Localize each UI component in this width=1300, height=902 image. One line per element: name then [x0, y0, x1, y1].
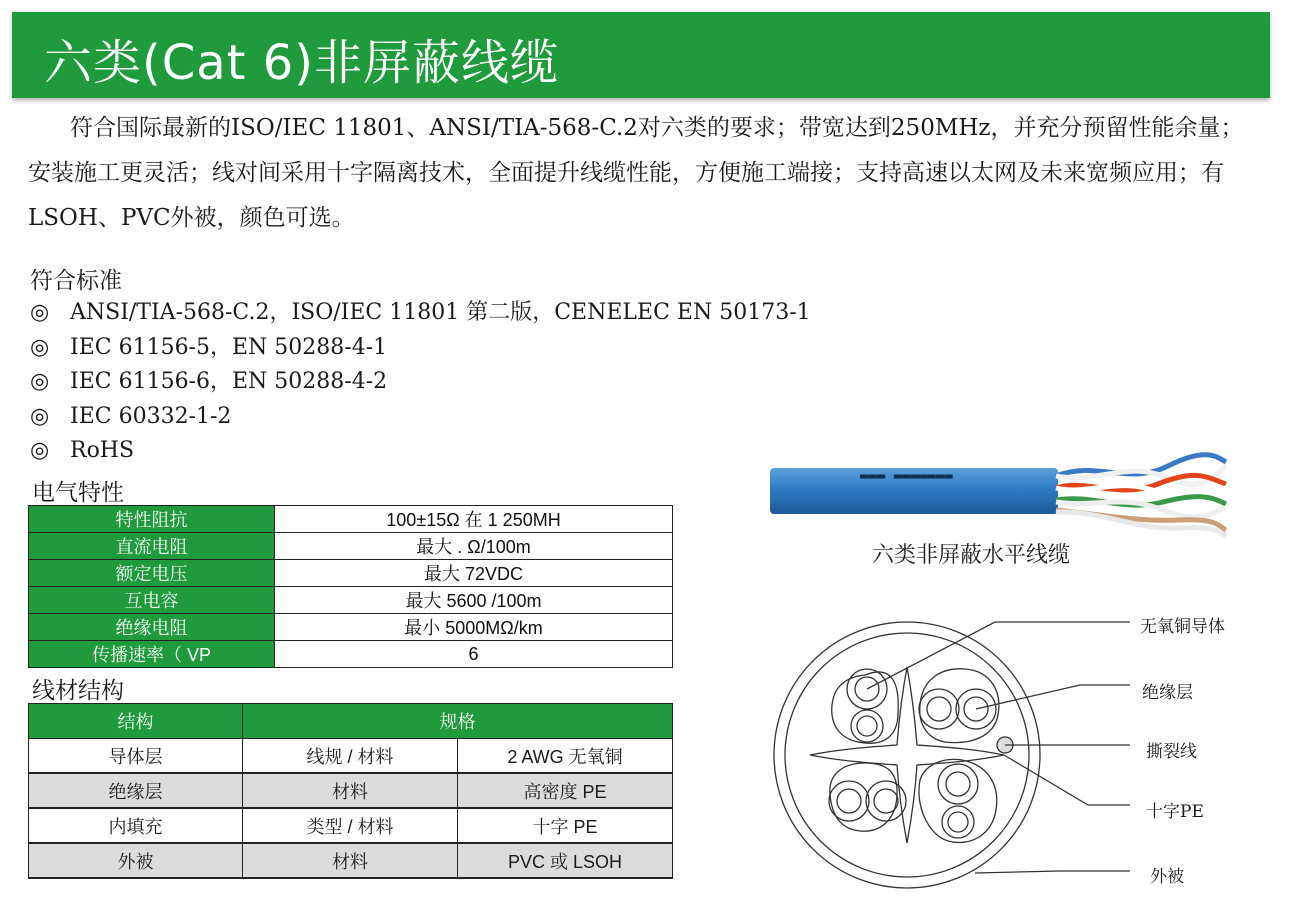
leader-line	[867, 622, 1130, 689]
bullet-icon: ◎	[30, 334, 50, 360]
cable-cross-section	[770, 605, 1140, 897]
standard-item: ◎ IEC 60332-1-2	[30, 400, 811, 435]
electrical-heading: 电气特性	[32, 480, 124, 506]
bullet-icon: ◎	[30, 403, 50, 429]
standard-item: ◎ RoHS	[30, 434, 811, 469]
leader-line	[975, 871, 1130, 873]
leader-line	[1004, 755, 1130, 805]
callout-insulation: 绝缘层	[1142, 683, 1193, 703]
outer-jacket-circle	[774, 622, 1040, 888]
construction-heading: 线材结构	[32, 678, 124, 704]
table-row: 导体层 线规 / 材料 2 AWG 无氧铜	[29, 739, 673, 774]
figure-caption: 六类非屏蔽水平线缆	[872, 543, 1071, 568]
page-title: 六类(Cat 6)非屏蔽线缆	[44, 35, 560, 91]
table-row: 特性阻抗 100±15Ω 在 1 250MH	[29, 506, 673, 533]
jacket-print: ▬▬▬ ▬▬▬▬▬▬▬	[860, 468, 953, 484]
standard-item: ◎ ANSI/TIA-568-C.2，ISO/IEC 11801 第二版，CENELEC EN 50173-1	[30, 296, 811, 331]
intro-paragraph: 符合国际最新的ISO/IEC 11801、ANSI/TIA-568-C.2对六类的要求；带宽达到250MHz，并充分预留性能余量；安装施工更灵活；线对间采用十字隔离技术，全面提升线缆性能，方便施工端接；支持高速以太网及未来宽频应用；有LSOH、PVC外被，颜色可选。	[28, 115, 1244, 231]
title-banner	[12, 12, 1270, 98]
callout-conductor: 无氧铜导体	[1140, 617, 1225, 637]
table-row: 互电容 最大 5600 /100m	[29, 587, 673, 614]
table-row: 外被 材料 PVC 或 LSOH	[29, 843, 673, 878]
standard-item: ◎ IEC 61156-5，EN 50288-4-1	[30, 331, 811, 366]
twisted-pairs	[1056, 455, 1226, 536]
callout-jacket: 外被	[1150, 867, 1184, 887]
bullet-icon: ◎	[30, 369, 50, 394]
standards-heading: 符合标准	[30, 268, 122, 294]
table-header-row: 结构 规格	[29, 704, 673, 739]
callout-cross-filler: 十字PE	[1146, 802, 1204, 822]
bullet-icon: ◎	[30, 300, 50, 325]
table-row: 绝缘层 材料 高密度 PE	[29, 773, 673, 808]
table-row: 额定电压 最大 72VDC	[29, 560, 673, 587]
table-row: 内填充 类型 / 材料 十字 PE	[29, 808, 673, 843]
bullet-icon: ◎	[30, 438, 50, 463]
electrical-table	[28, 505, 673, 668]
table-row: 直流电阻 最大 . Ω/100m	[29, 533, 673, 560]
construction-table	[28, 703, 673, 879]
callout-ripcord: 撕裂线	[1146, 742, 1197, 762]
table-row: 传播速率（ VP 6	[29, 641, 673, 668]
standard-item: ◎ IEC 61156-6，EN 50288-4-2	[30, 365, 811, 400]
cross-separator	[810, 667, 1004, 843]
standards-list	[30, 296, 811, 469]
table-row: 绝缘电阻 最小 5000MΩ/km	[29, 614, 673, 641]
cable-photo	[768, 440, 1230, 540]
